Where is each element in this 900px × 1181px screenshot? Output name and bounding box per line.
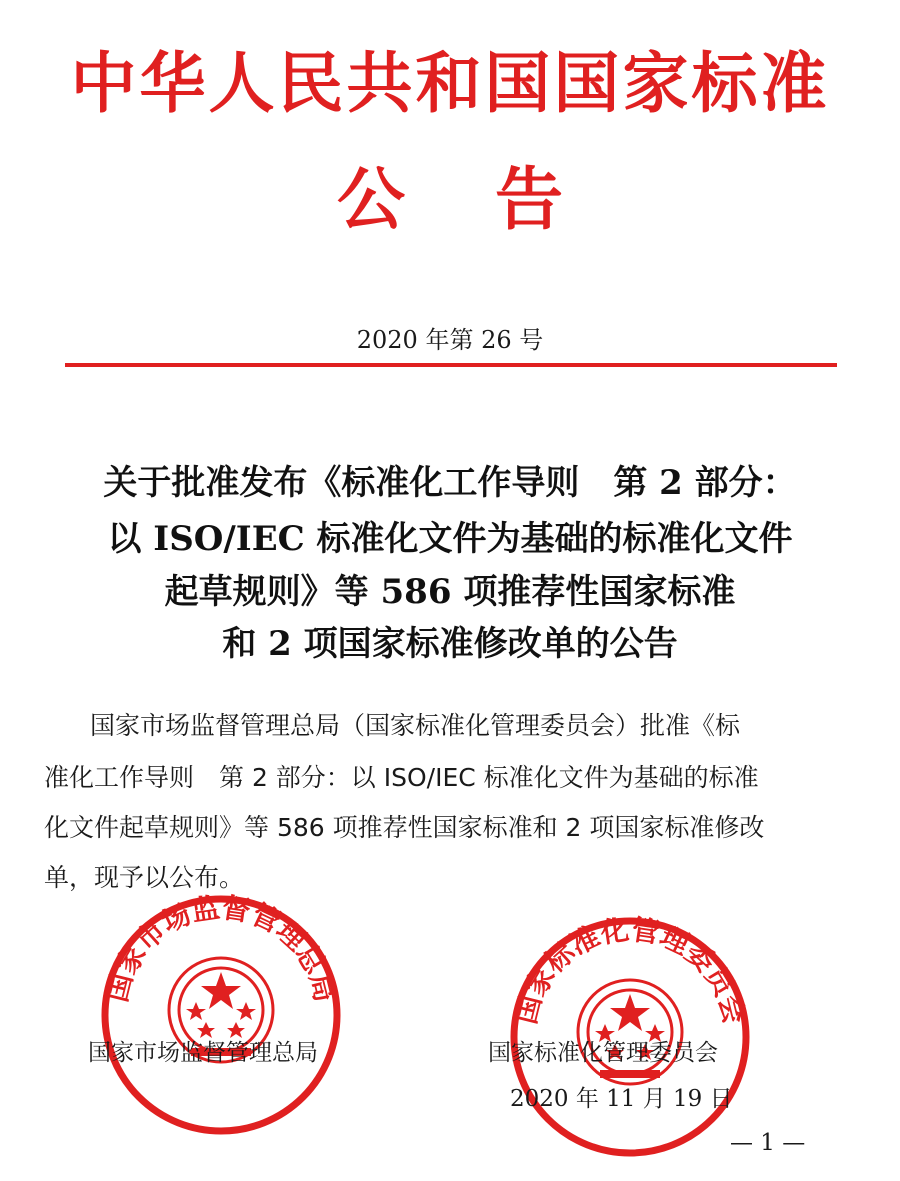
body-line-4: 单，现予以公布。: [44, 863, 245, 892]
seal-left-arc-text: 国家市场监督管理总局: [100, 890, 342, 1006]
seal-right-arc-text: 国家标准化管理委员会: [509, 912, 751, 1028]
headline-line-1: 关于批准发布《标准化工作导则 第 2 部分：: [103, 463, 797, 503]
signing-date: 2020 年 11 月 19 日: [510, 1086, 733, 1112]
masthead-subtitle: 公告: [336, 160, 653, 240]
masthead-title: 中华人民共和国国家标准: [70, 44, 830, 122]
body-line-1: 国家市场监督管理总局（国家标准化管理委员会）批准《标: [90, 711, 741, 740]
seal-left-icon: [96, 890, 346, 1140]
body-line-2: 准化工作导则 第 2 部分：以 ISO/IEC 标准化文件为基础的标准: [44, 763, 759, 792]
body-line-3: 化文件起草规则》等 586 项推荐性国家标准和 2 项国家标准修改: [44, 813, 765, 842]
issue-number: 2020 年第 26 号: [356, 326, 544, 354]
headline-line-2: 以 ISO/IEC 标准化文件为基础的标准化文件: [107, 519, 793, 559]
signer-left: 国家市场监督管理总局: [88, 1040, 318, 1066]
page-number: — 1 —: [730, 1130, 806, 1156]
headline-line-3: 起草规则》等 586 项推荐性国家标准: [164, 572, 736, 612]
signer-right: 国家标准化管理委员会: [488, 1040, 718, 1066]
headline-line-4: 和 2 项国家标准修改单的公告: [222, 624, 678, 664]
red-divider: [65, 363, 837, 367]
